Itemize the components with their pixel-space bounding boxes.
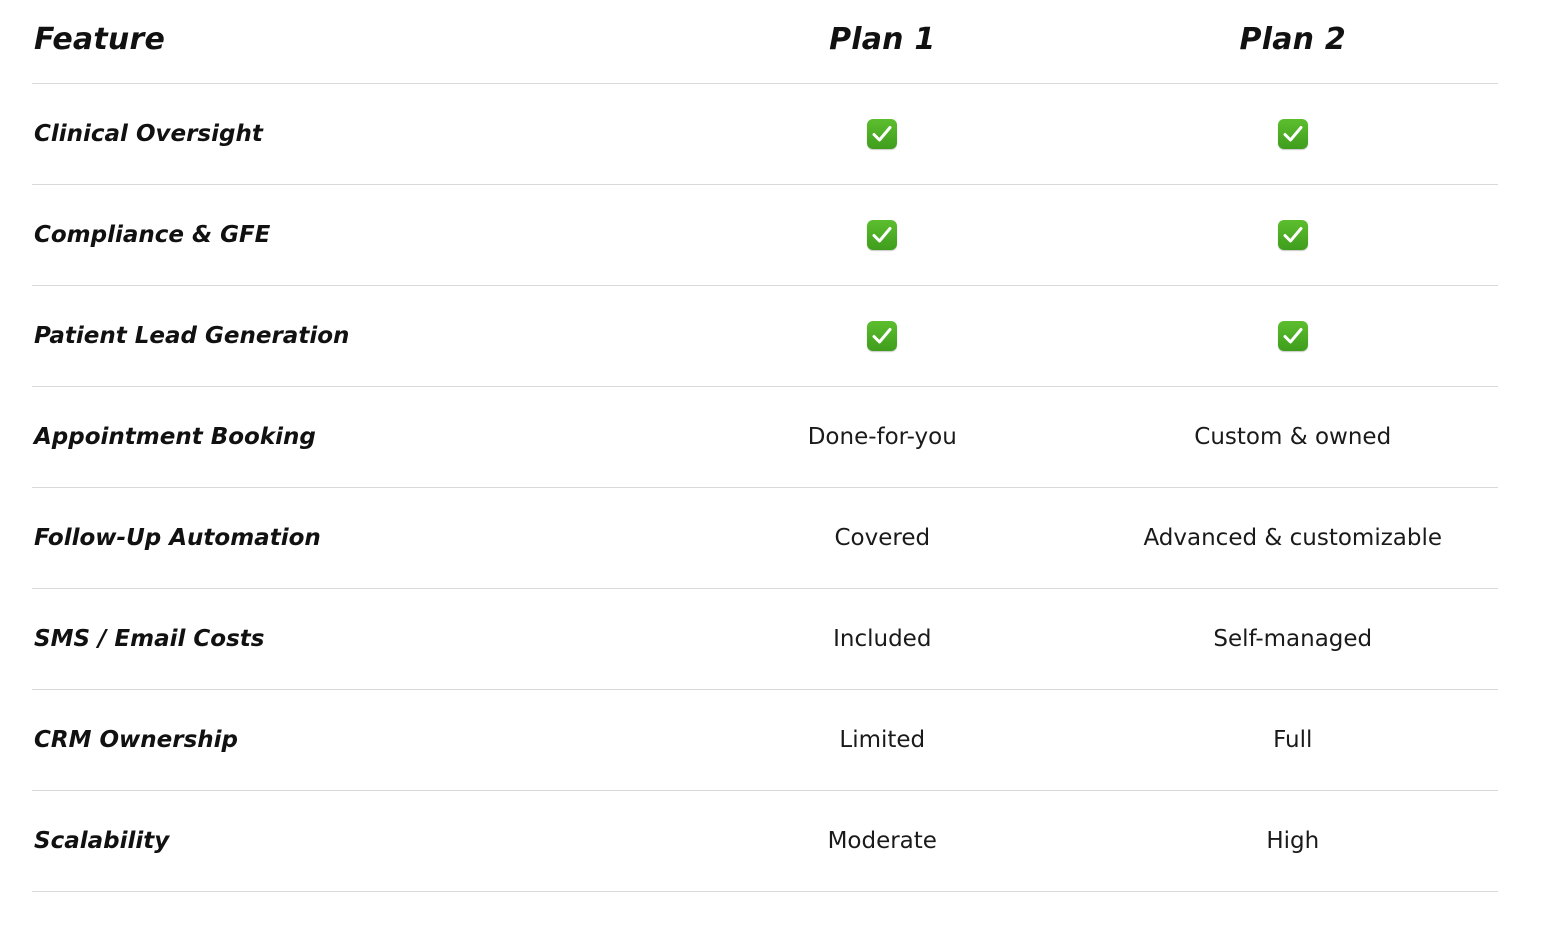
row-plan-2-value bbox=[1088, 185, 1499, 286]
row-plan-2-value: Advanced & customizable bbox=[1143, 525, 1443, 551]
row-plan-2-value: Full bbox=[1273, 727, 1313, 753]
green-check-icon bbox=[867, 220, 897, 250]
green-check-icon bbox=[1278, 119, 1308, 149]
green-check-icon bbox=[1278, 220, 1308, 250]
row-plan-1-value: Included bbox=[833, 626, 932, 652]
table-header bbox=[32, 22, 1498, 84]
row-feature-label: Scalability bbox=[34, 828, 170, 854]
green-check-icon bbox=[1278, 321, 1308, 351]
green-check-icon bbox=[867, 321, 897, 351]
table-row bbox=[32, 185, 1498, 286]
row-plan-2-value bbox=[1088, 286, 1499, 387]
row-plan-2-value bbox=[1088, 84, 1499, 185]
table-row bbox=[32, 791, 1498, 892]
row-plan-2-value: Custom & owned bbox=[1194, 424, 1392, 450]
column-header-feature: Feature bbox=[34, 22, 165, 57]
row-plan-1-value: Limited bbox=[839, 727, 926, 753]
row-plan-1-value: Done-for-you bbox=[807, 424, 957, 450]
row-plan-2-value: High bbox=[1266, 828, 1320, 854]
row-plan-1-value: Covered bbox=[834, 525, 931, 551]
table-body bbox=[32, 84, 1498, 892]
table-row bbox=[32, 84, 1498, 185]
row-feature-label: Appointment Booking bbox=[34, 424, 316, 450]
row-plan-1-value bbox=[677, 185, 1087, 286]
row-feature-label: Follow-Up Automation bbox=[34, 525, 321, 551]
table-row bbox=[32, 387, 1498, 488]
green-check-icon bbox=[867, 119, 897, 149]
row-plan-1-value bbox=[677, 286, 1087, 387]
table-row bbox=[32, 690, 1498, 791]
table-row bbox=[32, 589, 1498, 690]
row-plan-1-value bbox=[677, 84, 1087, 185]
row-feature-label: Patient Lead Generation bbox=[34, 323, 350, 349]
feature-comparison-table bbox=[32, 22, 1498, 892]
table-row bbox=[32, 286, 1498, 387]
row-plan-2-value: Self-managed bbox=[1213, 626, 1373, 652]
header-row bbox=[32, 22, 1498, 84]
column-header-plan-2: Plan 2 bbox=[1239, 22, 1346, 57]
row-feature-label: SMS / Email Costs bbox=[34, 626, 265, 652]
table-row bbox=[32, 488, 1498, 589]
row-feature-label: Compliance & GFE bbox=[34, 222, 271, 248]
column-header-plan-1: Plan 1 bbox=[829, 22, 936, 57]
row-feature-label: CRM Ownership bbox=[34, 727, 239, 753]
row-plan-1-value: Moderate bbox=[827, 828, 937, 854]
row-feature-label: Clinical Oversight bbox=[34, 121, 263, 147]
